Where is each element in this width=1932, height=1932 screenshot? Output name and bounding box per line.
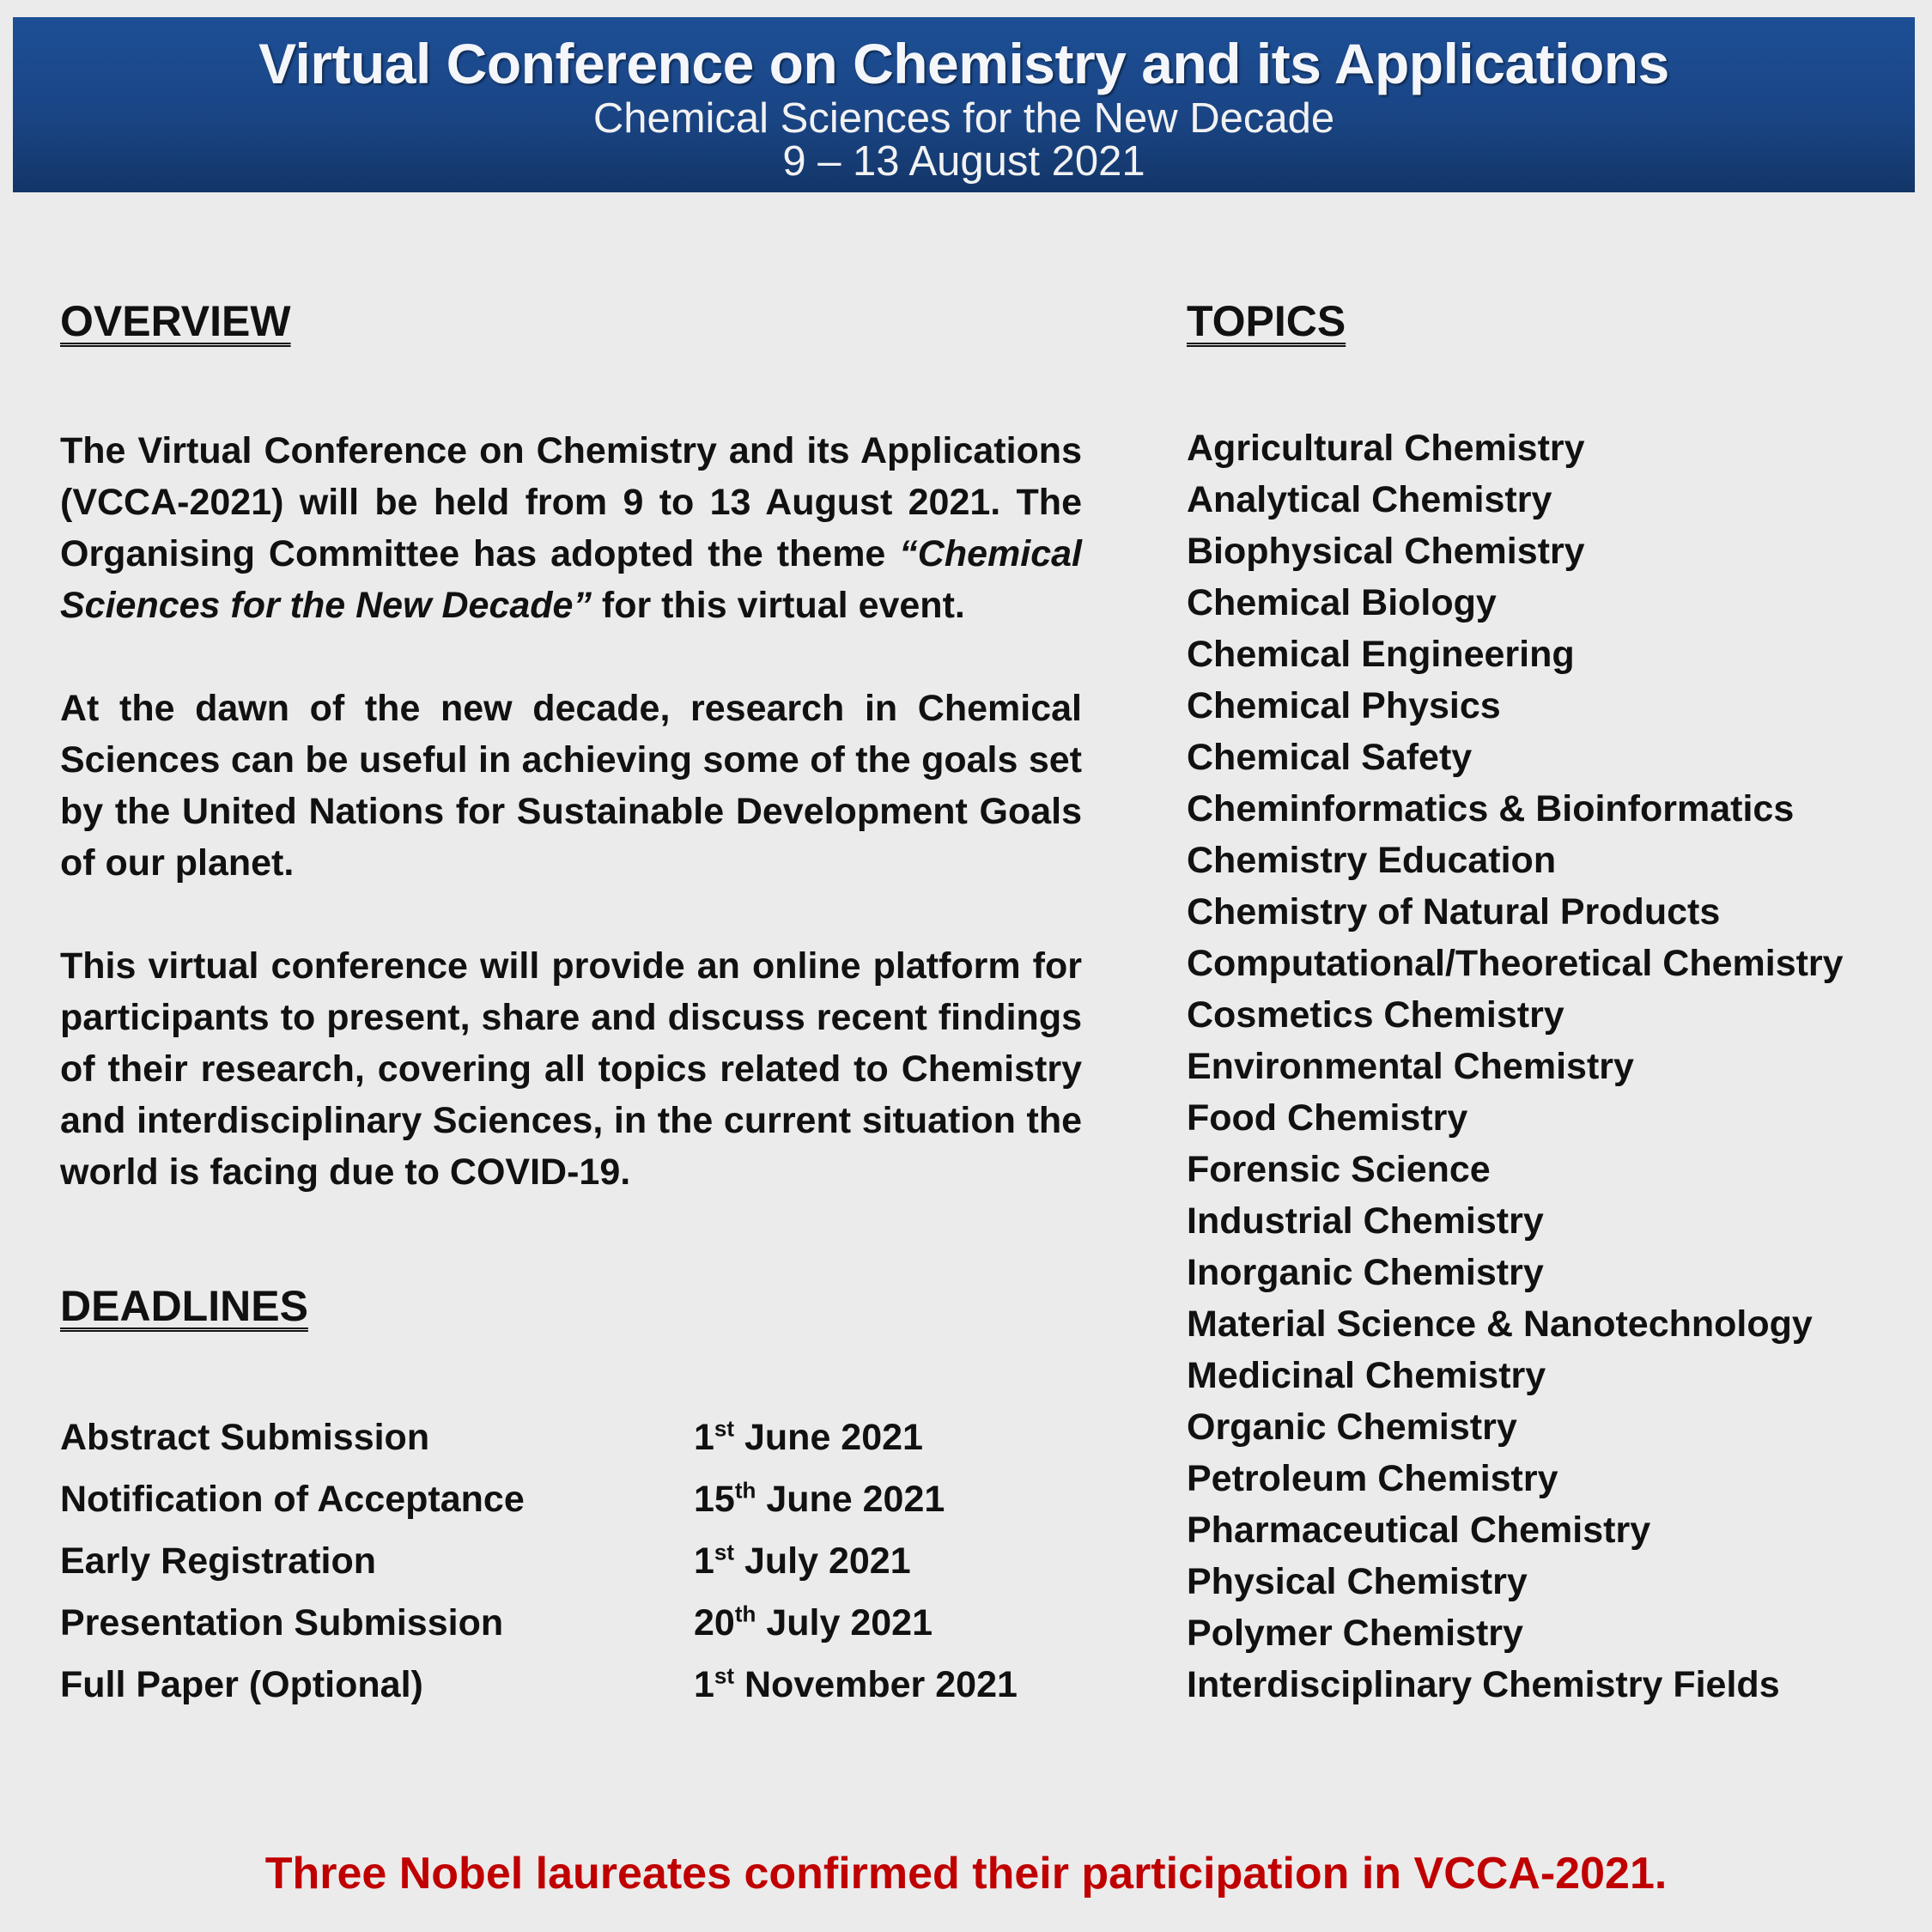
deadline-day-suffix: st [714,1415,735,1442]
deadline-date [694,1540,911,1583]
topic-item: Chemistry of Natural Products [1187,891,1721,933]
topic-item: Biophysical Chemistry [1187,531,1585,572]
topic-item: Forensic Science [1187,1149,1491,1190]
topic-item: Material Science & Nanotechnology [1187,1303,1813,1345]
deadline-label: Presentation Submission [60,1602,504,1643]
deadline-date [694,1664,1018,1706]
deadline-date [694,1417,923,1459]
header-banner [13,17,1915,192]
topic-item: Computational/Theoretical Chemistry [1187,943,1844,984]
deadline-row [60,1664,1091,1716]
deadline-day: 1 [694,1540,714,1582]
overview-paragraph-2: At the dawn of the new decade, research in Chemical Sciences can be useful in achieving some of the goals set by the United Nations for Sustainable Development Goals of our planet. [60,688,1082,884]
topic-item: Inorganic Chemistry [1187,1252,1544,1293]
topic-item: Pharmaceutical Chemistry [1187,1510,1651,1551]
topic-item: Chemistry Education [1187,840,1557,881]
deadline-day: 1 [694,1417,714,1458]
deadline-month-year: July 2021 [734,1540,911,1582]
topic-item: Medicinal Chemistry [1187,1355,1546,1396]
overview-theme: “Chemical Sciences for the New Decade” [60,533,1082,626]
topics-list [1187,422,1844,1710]
deadline-day: 15 [694,1479,735,1520]
deadline-row [60,1602,1091,1654]
topic-item: Physical Chemistry [1187,1561,1528,1602]
topic-item: Polymer Chemistry [1187,1613,1523,1654]
deadline-row [60,1417,1091,1468]
topic-item: Petroleum Chemistry [1187,1458,1558,1499]
topic-item: Chemical Engineering [1187,634,1575,675]
topic-item: Environmental Chemistry [1187,1046,1634,1087]
topic-item: Analytical Chemistry [1187,479,1552,520]
deadlines-heading: DEADLINES [60,1282,308,1330]
topic-item: Cosmetics Chemistry [1187,994,1564,1036]
topic-item: Chemical Biology [1187,582,1497,623]
deadline-label: Full Paper (Optional) [60,1664,423,1705]
overview-body [60,425,1082,1249]
deadline-day-suffix: th [734,1477,756,1504]
topic-item: Interdisciplinary Chemistry Fields [1187,1664,1780,1705]
deadline-month-year: November 2021 [734,1664,1018,1705]
deadline-label: Abstract Submission [60,1417,430,1458]
nobel-announcement: Three Nobel laureates confirmed their participation in VCCA-2021. [264,1849,1668,1899]
deadline-month-year: July 2021 [756,1602,933,1643]
deadline-day-suffix: st [714,1662,735,1689]
deadline-month-year: June 2021 [756,1479,945,1520]
deadline-date [694,1602,933,1644]
topic-item: Cheminformatics & Bioinformatics [1187,788,1795,829]
topic-item: Agricultural Chemistry [1187,428,1585,469]
deadline-month-year: June 2021 [734,1417,923,1458]
overview-p1-end: for this virtual event. [591,585,965,626]
deadline-date [694,1479,945,1521]
topic-item: Industrial Chemistry [1187,1200,1544,1242]
topic-item: Chemical Safety [1187,737,1473,778]
topic-item: Organic Chemistry [1187,1406,1517,1448]
deadline-day: 20 [694,1602,735,1643]
conference-subtitle: Chemical Sciences for the New Decade [592,95,1335,142]
deadline-row [60,1479,1091,1530]
deadline-label: Notification of Acceptance [60,1479,525,1520]
deadline-day-suffix: th [734,1601,756,1627]
topics-heading: TOPICS [1187,297,1346,345]
deadline-day: 1 [694,1664,714,1705]
topic-item: Chemical Physics [1187,685,1501,726]
deadline-day-suffix: st [714,1539,735,1565]
topic-item: Food Chemistry [1187,1097,1468,1139]
overview-paragraph-1 [60,425,1082,631]
overview-p1-text: The Virtual Conference on Chemistry and its Applications (VCCA-2021) will be held from 9 to 13 August 2021. The Organising Committee has adopted the theme [60,430,1082,574]
conference-dates: 9 – 13 August 2021 [782,138,1145,185]
deadline-row [60,1540,1091,1592]
conference-title: Virtual Conference on Chemistry and its Applications [258,32,1669,95]
overview-heading: OVERVIEW [60,297,291,345]
overview-paragraph-3: This virtual conference will provide an online platform for participants to present, share and discuss recent findings of their research, covering all topics related to Chemistry and interdisciplinary Sciences, in the current situation the world is facing due to COVID-19. [60,945,1082,1193]
deadline-label: Early Registration [60,1540,376,1582]
